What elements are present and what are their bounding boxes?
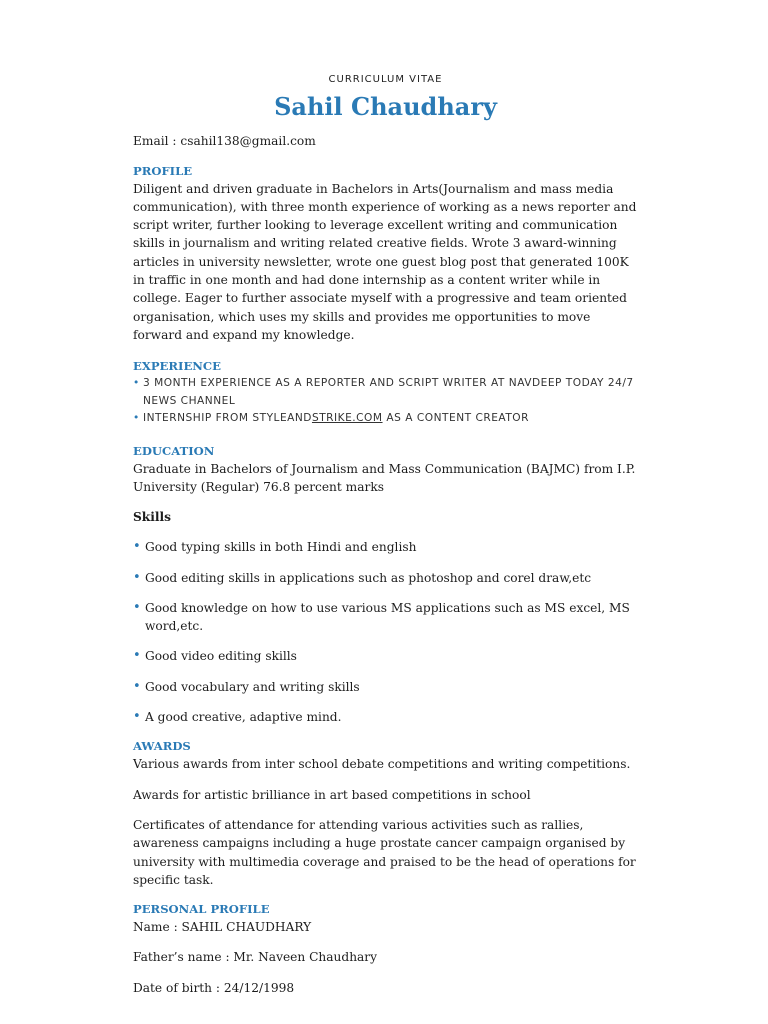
skill-item [133, 647, 638, 665]
skill-item [133, 569, 638, 587]
skill-item [133, 708, 638, 726]
experience-list [133, 375, 638, 428]
experience-heading: EXPERIENCE [133, 359, 221, 374]
candidate-name: Sahil Chaudhary [274, 92, 497, 121]
bullet-icon: • [133, 377, 140, 390]
email-line: Email : csahil138@gmail.com [133, 134, 316, 148]
experience-item-text: 3 MONTH EXPERIENCE AS A REPORTER AND SCRIPT WRITER AT NAVDEEP TODAY 24/7 NEWS CHANNEL [143, 377, 634, 407]
internship-link[interactable]: STRIKE.COM [311, 412, 383, 425]
bullet-icon: • [133, 539, 141, 555]
skill-item [133, 538, 638, 556]
bullet-icon: • [133, 678, 141, 694]
award-item: Awards for artistic brilliance in art based competitions in school [133, 787, 531, 802]
skills-heading: Skills [133, 510, 171, 525]
education-heading: EDUCATION [133, 443, 215, 458]
education-section [133, 442, 638, 497]
resume-page [133, 72, 638, 997]
profile-section [133, 162, 638, 345]
skill-text: Good editing skills in applications such as photoshop and corel draw,etc [145, 570, 592, 585]
skill-text: A good creative, adaptive mind. [145, 710, 342, 725]
skill-item [133, 678, 638, 696]
bullet-icon: • [133, 599, 141, 615]
personal-heading: PERSONAL PROFILE [133, 902, 270, 917]
personal-section [133, 900, 638, 997]
awards-heading: AWARDS [133, 739, 191, 754]
skills-list [133, 538, 638, 726]
date-of-birth-line: Date of birth : 24/12/1998 [133, 980, 295, 995]
skill-item [133, 599, 638, 636]
awards-section [133, 737, 638, 889]
skill-text: Good typing skills in both Hindi and english [145, 540, 417, 555]
education-text: Graduate in Bachelors of Journalism and Mass Communication (BAJMC) from I.P. University (Regular) 76.8 percent marks [133, 461, 636, 494]
profile-heading: PROFILE [133, 163, 193, 178]
bullet-icon: • [133, 569, 141, 585]
father-name-line: Father’s name : Mr. Naveen Chaudhary [133, 950, 378, 965]
name-line: Name : SAHIL CHAUDHARY [133, 920, 312, 935]
bullet-icon: • [133, 648, 141, 664]
award-item: Various awards from inter school debate competitions and writing competitions. [133, 757, 631, 772]
skills-section [133, 508, 638, 726]
experience-item [133, 410, 638, 428]
award-item: Certificates of attendance for attending various activities such as rallies, awareness campaigns including a huge prostate cancer campaign organised by university with multimedia coverage and praised to be the head of operations for specific task. [133, 817, 636, 887]
skill-text: Good video editing skills [145, 649, 297, 664]
skill-text: Good knowledge on how to use various MS applications such as MS excel, MS word,etc. [145, 600, 630, 634]
experience-item-suffix: AS A CONTENT CREATOR [382, 412, 530, 425]
skill-text: Good vocabulary and writing skills [145, 679, 360, 694]
bullet-icon: • [133, 412, 140, 425]
profile-text: Diligent and driven graduate in Bachelors in Arts(Journalism and mass media communication), with three month experience of working as a news reporter and script writer, further looking to leverage excellent writing and communication skills in journalism and writing related creative fields. Wrote 3 award-winning articles in university newsletter, wrote one guest blog post that generated 100K in traffic in one month and had done internship as a content writer while in college. Eager to further associate myself with a progressive and team oriented organisation, which uses my skills and provides me opportunities to move forward and expand my knowledge. [133, 181, 637, 342]
document-label: CURRICULUM VITAE [328, 74, 443, 85]
experience-section [133, 357, 638, 428]
bullet-icon: • [133, 709, 141, 725]
experience-item-prefix: INTERNSHIP FROM STYLEAND [143, 412, 312, 425]
experience-item [133, 375, 638, 410]
